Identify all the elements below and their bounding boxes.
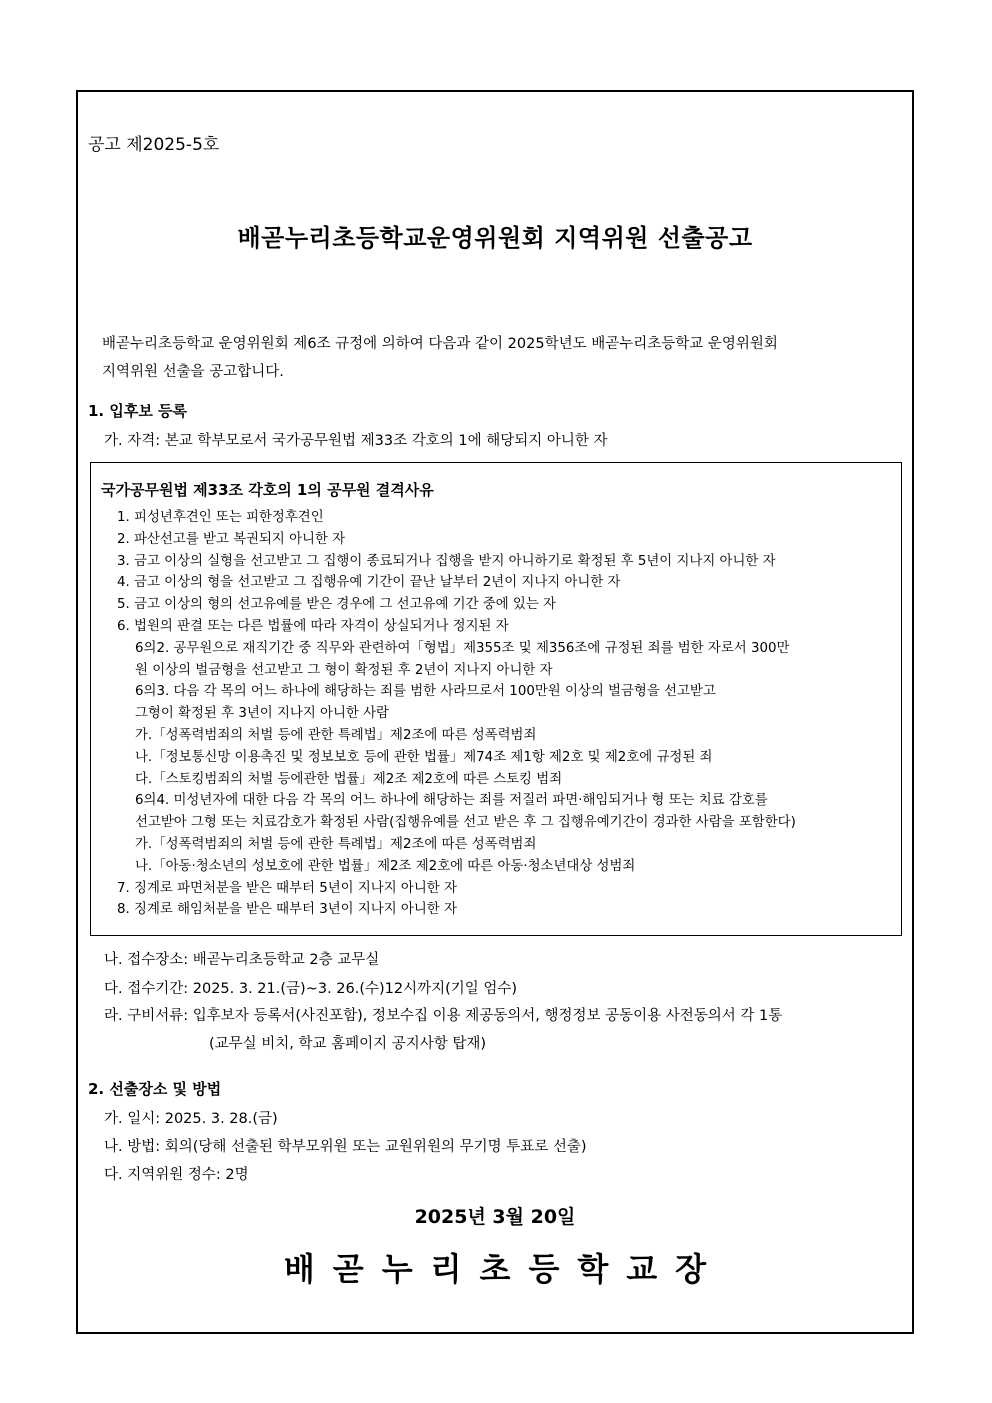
list-item: 7. 징계로 파면처분을 받은 때부터 5년이 지나지 아니한 자 <box>117 880 457 896</box>
list-item: 6의4. 미성년자에 대한 다음 각 목의 어느 하나에 해당하는 죄를 저질러 파면·해임되거나 형 또는 치료 감호를 <box>135 793 768 809</box>
list-item: 나.「정보통신망 이용촉진 및 정보보호 등에 관한 법률」제74조 제1항 제2호 및 제2호에 규정된 죄 <box>135 749 713 765</box>
list-item: 원 이상의 벌금형을 선고받고 그 형이 확정된 후 2년이 지나지 아니한 자 <box>135 662 553 678</box>
disqualification-box-title: 국가공무원법 제33조 각호의 1의 공무원 결격사유 <box>101 481 434 499</box>
disqualification-box <box>90 462 902 936</box>
list-item: 5. 금고 이상의 형의 선고유예를 받은 경우에 그 선고유예 기간 중에 있는 자 <box>117 597 556 613</box>
intro-paragraph <box>102 330 882 386</box>
issuer-signature: 배곧누리초등학교장 <box>283 1250 725 1288</box>
list-item: 가.「성폭력범죄의 처벌 등에 관한 특례법」제2조에 따른 성폭력범죄 <box>135 836 537 852</box>
list-item: 가.「성폭력범죄의 처벌 등에 관한 특례법」제2조에 따른 성폭력범죄 <box>135 727 537 743</box>
section2-item-seats: 다. 지역위원 정수: 2명 <box>104 1167 249 1183</box>
issue-date: 2025년 3월 20일 <box>414 1206 576 1228</box>
section2-item-method: 나. 방법: 회의(당해 선출된 학부모위원 또는 교원위원의 무기명 투표로 선출) <box>104 1139 587 1155</box>
list-item: 3. 금고 이상의 실형을 선고받고 그 집행이 종료되거나 집행을 받지 아니하기로 확정된 후 5년이 지나지 아니한 자 <box>117 553 776 569</box>
section2-item-date: 가. 일시: 2025. 3. 28.(금) <box>104 1111 278 1127</box>
list-item: 1. 피성년후견인 또는 피한정후견인 <box>117 510 324 525</box>
section1-item-location: 나. 접수장소: 배곧누리초등학교 2층 교무실 <box>104 952 380 968</box>
list-item: 2. 파산선고를 받고 복권되지 아니한 자 <box>117 531 346 547</box>
notice-number: 공고 제2025-5호 <box>88 135 220 155</box>
list-item: 선고받아 그형 또는 치료감호가 확정된 사람(집행유예를 선고 받은 후 그 집행유예기간이 경과한 사람을 포함한다) <box>135 815 796 831</box>
section1-item-qualification: 가. 자격: 본교 학부모로서 국가공무원법 제33조 각호의 1에 해당되지 아니한 자 <box>104 433 608 449</box>
list-item: 4. 금고 이상의 형을 선고받고 그 집행유예 기간이 끝난 날부터 2년이 지나지 아니한 자 <box>117 575 621 591</box>
list-item: 6의3. 다음 각 목의 어느 하나에 해당하는 죄를 범한 사라므로서 100만원 이상의 벌금형을 선고받고 <box>135 684 716 700</box>
list-item: 6의2. 공무원으로 재직기간 중 직무와 관련하여「형법」제355조 및 제356조에 규정된 죄를 범한 자로서 300만 <box>135 640 790 656</box>
section1-heading: 1. 입후보 등록 <box>88 402 188 420</box>
section1-documents-note: (교무실 비치, 학교 홈페이지 공지사항 탑재) <box>209 1036 487 1052</box>
list-item: 다.「스토킹범죄의 처벌 등에관한 법률」제2조 제2호에 따른 스토킹 범죄 <box>135 771 563 787</box>
section1-item-documents: 라. 구비서류: 입후보자 등록서(사진포함), 정보수집 이용 제공동의서, 행정정보 공동이용 사전동의서 각 1통 <box>104 1008 783 1024</box>
list-item: 나.「아동·청소년의 성보호에 관한 법률」제2조 제2호에 따른 아동·청소년대상 성범죄 <box>135 858 636 874</box>
list-item: 8. 징계로 해임처분을 받은 때부터 3년이 지나지 아니한 자 <box>117 902 457 918</box>
document-frame <box>76 90 914 1334</box>
list-item: 6. 법원의 판결 또는 다른 법률에 따라 자격이 상실되거나 정지된 자 <box>117 618 509 634</box>
intro-line-1: 배곧누리초등학교 운영위원회 제6조 규정에 의하여 다음과 같이 2025학년도 배곧누리초등학교 운영위원회 <box>102 336 778 352</box>
intro-line-2: 지역위원 선출을 공고합니다. <box>102 364 284 380</box>
document-title: 배곧누리초등학교운영위원회 지역위원 선출공고 <box>237 224 753 252</box>
section2-heading: 2. 선출장소 및 방법 <box>88 1080 222 1098</box>
section1-item-period: 다. 접수기간: 2025. 3. 21.(금)~3. 26.(수)12시까지(기일 엄수) <box>104 981 518 997</box>
disqualification-list <box>117 507 897 921</box>
list-item: 그형이 확정된 후 3년이 지나지 아니한 사람 <box>135 706 389 722</box>
